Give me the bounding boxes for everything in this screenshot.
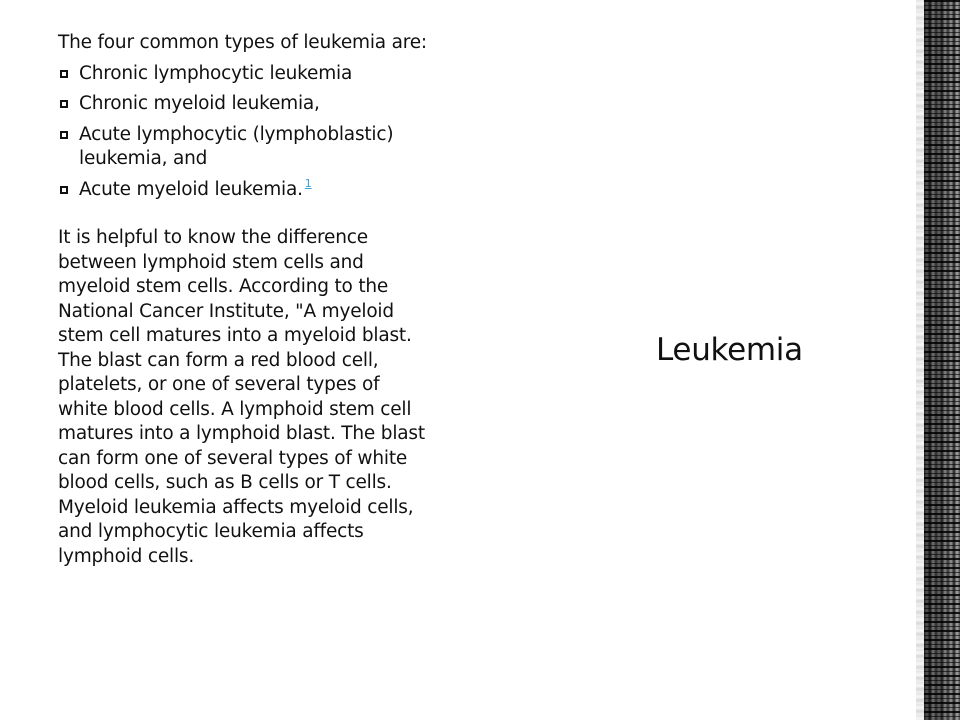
list-item-label: Chronic lymphocytic leukemia bbox=[79, 62, 353, 84]
list-item bbox=[58, 92, 430, 117]
list-item bbox=[58, 62, 430, 87]
slide-title: Leukemia bbox=[656, 332, 803, 368]
leukemia-types-list bbox=[58, 62, 430, 203]
body-text-block bbox=[58, 31, 430, 569]
list-item-label: Chronic myeloid leukemia, bbox=[79, 93, 320, 114]
intro-text: The four common types of leukemia are: bbox=[58, 32, 427, 53]
decorative-border-edge bbox=[916, 0, 924, 720]
list-item-label: Acute lymphocytic (lymphoblastic) leukemia, and bbox=[79, 123, 394, 169]
explanation-paragraph: It is helpful to know the difference between lymphoid stem cells and myeloid stem cells. According to the National Cancer Institute, "A myeloid stem cell matures into a myeloid blast. The blast can form a red blood cell, platelets, or one of several types of white blood cells. A lymphoid stem cell matures into a lymphoid blast. The blast can form one of several types of white blood cells, such as B cells or T cells. Myeloid leukemia affects myeloid cells, and lymphocytic leukemia affects lymphoid cells. bbox=[58, 227, 425, 567]
list-item bbox=[58, 178, 430, 203]
square-bullet-icon bbox=[60, 100, 68, 108]
footnote-link[interactable]: 1 bbox=[304, 177, 312, 191]
list-item bbox=[58, 123, 430, 172]
square-bullet-icon bbox=[60, 186, 68, 194]
square-bullet-icon bbox=[60, 131, 68, 139]
square-bullet-icon bbox=[60, 70, 68, 78]
list-item-label: Acute myeloid leukemia. bbox=[79, 178, 303, 200]
decorative-texture-border bbox=[924, 0, 960, 720]
